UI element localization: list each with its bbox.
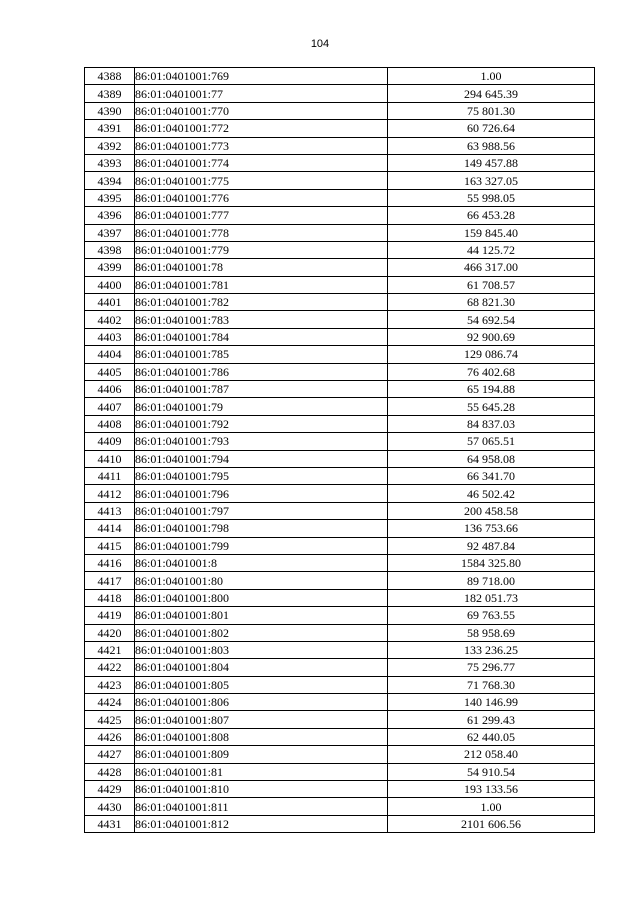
cadastral-number-cell: 86:01:0401001:778: [135, 224, 388, 241]
table-row: [85, 467, 595, 484]
cadastral-value-cell: 2101 606.56: [388, 815, 595, 832]
table-row: [85, 624, 595, 641]
table-row: [85, 363, 595, 380]
cadastral-number-cell: 86:01:0401001:774: [135, 154, 388, 171]
cadastral-value-cell: 89 718.00: [388, 572, 595, 589]
table-row: [85, 154, 595, 171]
cadastral-value-cell: 46 502.42: [388, 485, 595, 502]
row-number-cell: 4414: [85, 520, 135, 537]
cadastral-number-cell: 86:01:0401001:79: [135, 398, 388, 415]
cadastral-value-cell: 200 458.58: [388, 502, 595, 519]
cadastral-number-cell: 86:01:0401001:796: [135, 485, 388, 502]
cadastral-number-cell: 86:01:0401001:770: [135, 102, 388, 119]
cadastral-number-cell: 86:01:0401001:78: [135, 259, 388, 276]
cadastral-value-cell: 44 125.72: [388, 241, 595, 258]
row-number-cell: 4399: [85, 259, 135, 276]
row-number-cell: 4408: [85, 415, 135, 432]
cadastral-number-cell: 86:01:0401001:77: [135, 85, 388, 102]
cadastral-value-cell: 65 194.88: [388, 381, 595, 398]
cadastral-number-cell: 86:01:0401001:782: [135, 294, 388, 311]
cadastral-number-cell: 86:01:0401001:80: [135, 572, 388, 589]
table-row: [85, 433, 595, 450]
table-row: [85, 241, 595, 258]
row-number-cell: 4393: [85, 154, 135, 171]
cadastral-number-cell: 86:01:0401001:809: [135, 746, 388, 763]
cadastral-value-cell: 149 457.88: [388, 154, 595, 171]
row-number-cell: 4420: [85, 624, 135, 641]
row-number-cell: 4400: [85, 276, 135, 293]
row-number-cell: 4403: [85, 328, 135, 345]
table-row: [85, 572, 595, 589]
cadastral-number-cell: 86:01:0401001:8: [135, 554, 388, 571]
row-number-cell: 4394: [85, 172, 135, 189]
row-number-cell: 4428: [85, 763, 135, 780]
cadastral-value-cell: 294 645.39: [388, 85, 595, 102]
cadastral-number-cell: 86:01:0401001:785: [135, 346, 388, 363]
cadastral-value-cell: 1584 325.80: [388, 554, 595, 571]
row-number-cell: 4404: [85, 346, 135, 363]
row-number-cell: 4415: [85, 537, 135, 554]
cadastral-number-cell: 86:01:0401001:775: [135, 172, 388, 189]
row-number-cell: 4425: [85, 711, 135, 728]
cadastral-value-cell: 466 317.00: [388, 259, 595, 276]
table-row: [85, 137, 595, 154]
cadastral-value-cell: 163 327.05: [388, 172, 595, 189]
cadastral-value-cell: 159 845.40: [388, 224, 595, 241]
table-body: [85, 68, 595, 833]
row-number-cell: 4392: [85, 137, 135, 154]
cadastral-number-cell: 86:01:0401001:799: [135, 537, 388, 554]
cadastral-number-cell: 86:01:0401001:794: [135, 450, 388, 467]
cadastral-number-cell: 86:01:0401001:802: [135, 624, 388, 641]
cadastral-number-cell: 86:01:0401001:811: [135, 798, 388, 815]
row-number-cell: 4391: [85, 120, 135, 137]
cadastral-value-cell: 212 058.40: [388, 746, 595, 763]
row-number-cell: 4417: [85, 572, 135, 589]
cadastral-number-cell: 86:01:0401001:784: [135, 328, 388, 345]
table-row: [85, 676, 595, 693]
table-row: [85, 259, 595, 276]
table-row: [85, 85, 595, 102]
row-number-cell: 4429: [85, 781, 135, 798]
table-row: [85, 172, 595, 189]
row-number-cell: 4426: [85, 728, 135, 745]
row-number-cell: 4409: [85, 433, 135, 450]
cadastral-value-cell: 64 958.08: [388, 450, 595, 467]
row-number-cell: 4424: [85, 694, 135, 711]
table-row: [85, 502, 595, 519]
row-number-cell: 4402: [85, 311, 135, 328]
row-number-cell: 4397: [85, 224, 135, 241]
cadastral-number-cell: 86:01:0401001:769: [135, 68, 388, 85]
table-row: [85, 68, 595, 85]
page-number: 104: [310, 38, 330, 50]
cadastral-number-cell: 86:01:0401001:792: [135, 415, 388, 432]
cadastral-number-cell: 86:01:0401001:777: [135, 207, 388, 224]
row-number-cell: 4396: [85, 207, 135, 224]
row-number-cell: 4427: [85, 746, 135, 763]
table-row: [85, 815, 595, 832]
table-row: [85, 120, 595, 137]
cadastral-number-cell: 86:01:0401001:798: [135, 520, 388, 537]
table-row: [85, 520, 595, 537]
table-row: [85, 102, 595, 119]
cadastral-value-cell: 54 692.54: [388, 311, 595, 328]
row-number-cell: 4395: [85, 189, 135, 206]
cadastral-value-cell: 140 146.99: [388, 694, 595, 711]
cadastral-number-cell: 86:01:0401001:801: [135, 607, 388, 624]
table-row: [85, 798, 595, 815]
cadastral-value-cell: 92 487.84: [388, 537, 595, 554]
cadastral-value-cell: 133 236.25: [388, 641, 595, 658]
table-row: [85, 328, 595, 345]
table-row: [85, 450, 595, 467]
row-number-cell: 4422: [85, 659, 135, 676]
table-row: [85, 346, 595, 363]
cadastral-value-cell: 66 341.70: [388, 467, 595, 484]
row-number-cell: 4411: [85, 467, 135, 484]
table-row: [85, 641, 595, 658]
row-number-cell: 4390: [85, 102, 135, 119]
row-number-cell: 4430: [85, 798, 135, 815]
table-row: [85, 207, 595, 224]
cadastral-value-cell: 68 821.30: [388, 294, 595, 311]
cadastral-number-cell: 86:01:0401001:804: [135, 659, 388, 676]
row-number-cell: 4421: [85, 641, 135, 658]
table-row: [85, 189, 595, 206]
cadastral-value-cell: 136 753.66: [388, 520, 595, 537]
table-row: [85, 711, 595, 728]
table-row: [85, 763, 595, 780]
row-number-cell: 4412: [85, 485, 135, 502]
table-row: [85, 276, 595, 293]
cadastral-number-cell: 86:01:0401001:772: [135, 120, 388, 137]
cadastral-value-cell: 71 768.30: [388, 676, 595, 693]
cadastral-number-cell: 86:01:0401001:803: [135, 641, 388, 658]
cadastral-number-cell: 86:01:0401001:793: [135, 433, 388, 450]
cadastral-number-cell: 86:01:0401001:807: [135, 711, 388, 728]
cadastral-number-cell: 86:01:0401001:783: [135, 311, 388, 328]
row-number-cell: 4398: [85, 241, 135, 258]
cadastral-value-cell: 61 299.43: [388, 711, 595, 728]
cadastral-value-cell: 66 453.28: [388, 207, 595, 224]
cadastral-value-cell: 75 296.77: [388, 659, 595, 676]
table-row: [85, 694, 595, 711]
cadastral-value-cell: 76 402.68: [388, 363, 595, 380]
cadastral-number-cell: 86:01:0401001:81: [135, 763, 388, 780]
cadastral-value-cell: 92 900.69: [388, 328, 595, 345]
cadastral-value-table: [84, 67, 595, 833]
row-number-cell: 4410: [85, 450, 135, 467]
cadastral-value-cell: 193 133.56: [388, 781, 595, 798]
table-row: [85, 589, 595, 606]
cadastral-number-cell: 86:01:0401001:795: [135, 467, 388, 484]
row-number-cell: 4418: [85, 589, 135, 606]
table-row: [85, 224, 595, 241]
cadastral-value-cell: 61 708.57: [388, 276, 595, 293]
cadastral-number-cell: 86:01:0401001:808: [135, 728, 388, 745]
row-number-cell: 4389: [85, 85, 135, 102]
cadastral-value-cell: 57 065.51: [388, 433, 595, 450]
table-row: [85, 659, 595, 676]
table-row: [85, 311, 595, 328]
cadastral-number-cell: 86:01:0401001:810: [135, 781, 388, 798]
cadastral-value-cell: 54 910.54: [388, 763, 595, 780]
cadastral-number-cell: 86:01:0401001:805: [135, 676, 388, 693]
table-row: [85, 415, 595, 432]
cadastral-number-cell: 86:01:0401001:797: [135, 502, 388, 519]
row-number-cell: 4401: [85, 294, 135, 311]
row-number-cell: 4419: [85, 607, 135, 624]
cadastral-number-cell: 86:01:0401001:773: [135, 137, 388, 154]
table-row: [85, 607, 595, 624]
cadastral-value-cell: 1.00: [388, 68, 595, 85]
cadastral-value-cell: 55 998.05: [388, 189, 595, 206]
cadastral-value-cell: 60 726.64: [388, 120, 595, 137]
table-row: [85, 746, 595, 763]
row-number-cell: 4416: [85, 554, 135, 571]
cadastral-value-cell: 69 763.55: [388, 607, 595, 624]
cadastral-number-cell: 86:01:0401001:781: [135, 276, 388, 293]
cadastral-number-cell: 86:01:0401001:776: [135, 189, 388, 206]
table-row: [85, 381, 595, 398]
cadastral-value-cell: 129 086.74: [388, 346, 595, 363]
cadastral-number-cell: 86:01:0401001:812: [135, 815, 388, 832]
table-row: [85, 398, 595, 415]
cadastral-value-cell: 75 801.30: [388, 102, 595, 119]
cadastral-number-cell: 86:01:0401001:779: [135, 241, 388, 258]
row-number-cell: 4405: [85, 363, 135, 380]
table-row: [85, 294, 595, 311]
table-row: [85, 781, 595, 798]
row-number-cell: 4423: [85, 676, 135, 693]
cadastral-number-cell: 86:01:0401001:786: [135, 363, 388, 380]
row-number-cell: 4413: [85, 502, 135, 519]
table-row: [85, 537, 595, 554]
cadastral-value-cell: 58 958.69: [388, 624, 595, 641]
cadastral-value-cell: 63 988.56: [388, 137, 595, 154]
cadastral-number-cell: 86:01:0401001:800: [135, 589, 388, 606]
cadastral-number-cell: 86:01:0401001:787: [135, 381, 388, 398]
table-row: [85, 728, 595, 745]
cadastral-value-cell: 182 051.73: [388, 589, 595, 606]
table-row: [85, 485, 595, 502]
row-number-cell: 4407: [85, 398, 135, 415]
cadastral-number-cell: 86:01:0401001:806: [135, 694, 388, 711]
row-number-cell: 4406: [85, 381, 135, 398]
row-number-cell: 4388: [85, 68, 135, 85]
cadastral-value-cell: 62 440.05: [388, 728, 595, 745]
cadastral-value-cell: 55 645.28: [388, 398, 595, 415]
cadastral-value-cell: 1.00: [388, 798, 595, 815]
row-number-cell: 4431: [85, 815, 135, 832]
cadastral-value-cell: 84 837.03: [388, 415, 595, 432]
table-row: [85, 554, 595, 571]
